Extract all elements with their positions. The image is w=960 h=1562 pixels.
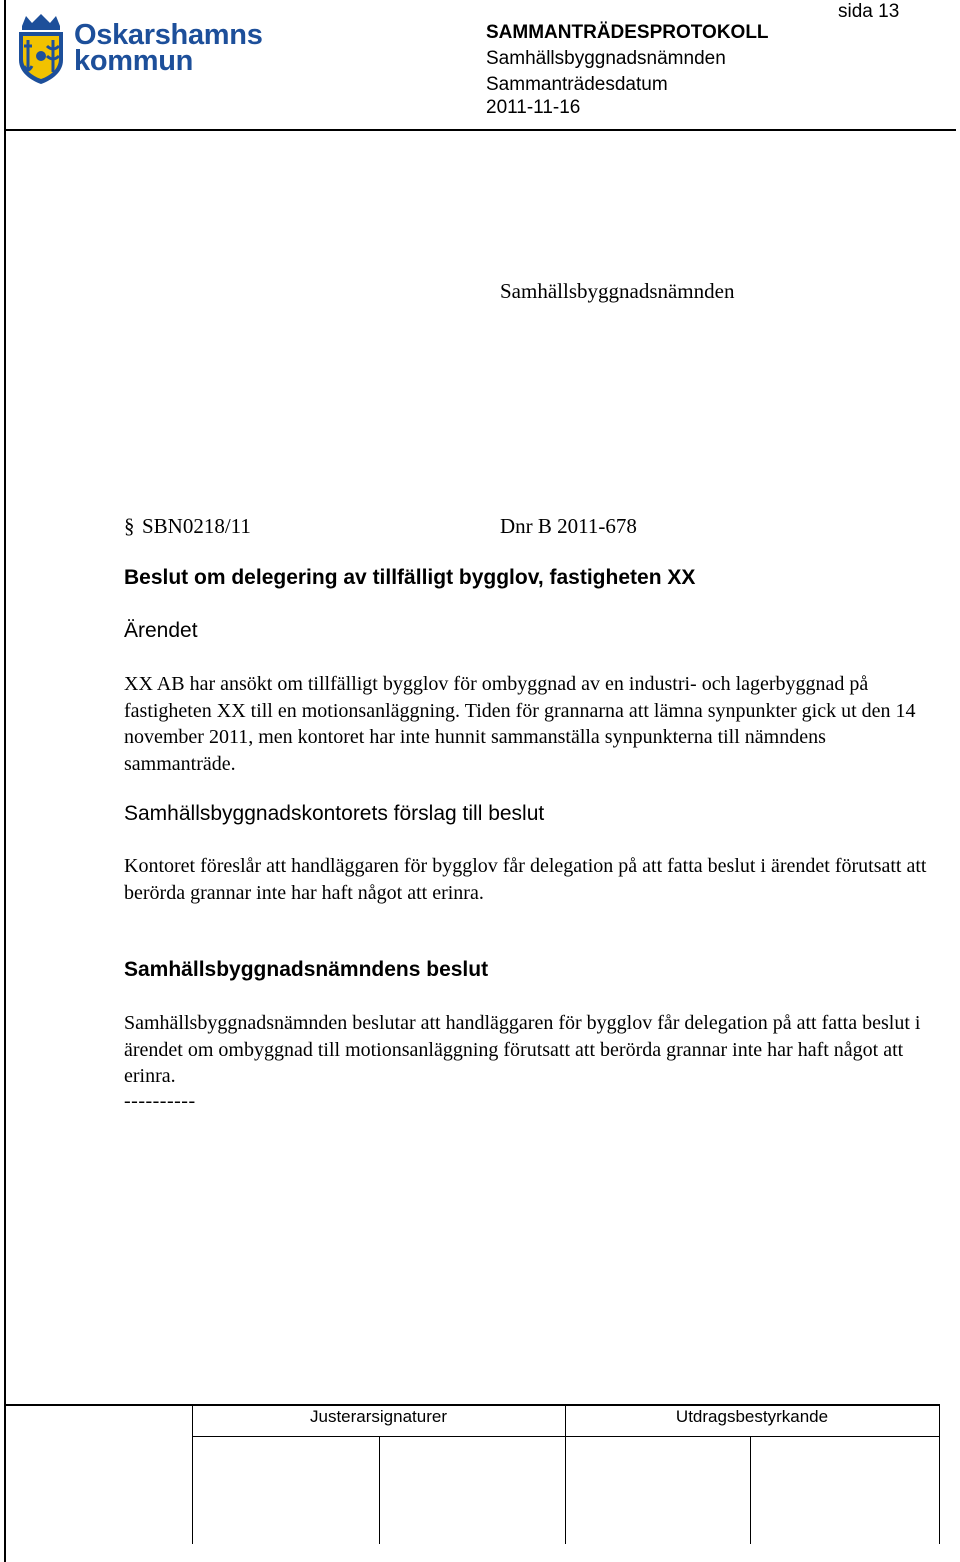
protocol-title: SAMMANTRÄDESPROTOKOLL [486, 22, 769, 43]
footer-column-divider [939, 1404, 940, 1544]
end-marker: ---------- [124, 1090, 196, 1112]
board-decision-text: Samhällsbyggnadsnämnden beslutar att handläggaren för bygglov får delegation på att fatta beslut i ärendet om ombyggnad till motionsanläggning förutsatt att berörda grannar inte har haft något att erinra. [124, 1012, 921, 1087]
municipality-logo [16, 14, 261, 86]
wordmark-line-2: kommun [74, 45, 194, 77]
wordmark-line-1: Oskarshamns [74, 19, 263, 51]
footer-top-border [4, 1404, 940, 1406]
municipal-coat-of-arms-icon [16, 14, 66, 84]
municipality-wordmark [74, 19, 263, 77]
proposal-heading: Samhällsbyggnadskontorets förslag till beslut [124, 802, 545, 825]
decision-title: Beslut om delegering av tillfälligt bygglov, fastigheten XX [124, 566, 696, 589]
page-left-border [4, 0, 6, 1562]
addressee: Samhällsbyggnadsnämnden [500, 279, 735, 303]
proposal-text: Kontoret föreslår att handläggaren för bygglov får delegation på att fatta beslut i ärendet förutsatt att berörda grannar inte har haft något att erinra. [124, 855, 927, 904]
footer-column-divider [750, 1436, 751, 1544]
errand-text: XX AB har ansökt om tillfälligt bygglov för ombyggnad av en industri- och lagerbyggnad på fastigheten XX till en motionsanläggning. Tiden för grannarna att lämna synpunkter gick ut den 14 november 2011, men kontoret har inte hunnit sammanställa synpunkterna till nämndens sammanträde. [124, 673, 916, 775]
signatures-label: Justerarsignaturer [309, 1407, 447, 1426]
errand-heading: Ärendet [124, 619, 198, 642]
page-number: sida 13 [838, 1, 900, 22]
extract-certification-label: Utdragsbestyrkande [675, 1407, 829, 1426]
meeting-date: 2011-11-16 [486, 97, 581, 118]
registration-number: Dnr B 2011-678 [500, 514, 637, 538]
header-divider [4, 129, 956, 131]
footer-column-divider [379, 1436, 380, 1544]
committee-name: Samhällsbyggnadsnämnden [486, 48, 726, 69]
section-symbol: § [124, 514, 135, 538]
meeting-date-label: Sammanträdesdatum [486, 74, 668, 95]
board-decision-heading: Samhällsbyggnadsnämndens beslut [124, 958, 489, 981]
footer-header-divider [192, 1436, 940, 1437]
case-number: SBN0218/11 [142, 514, 251, 538]
